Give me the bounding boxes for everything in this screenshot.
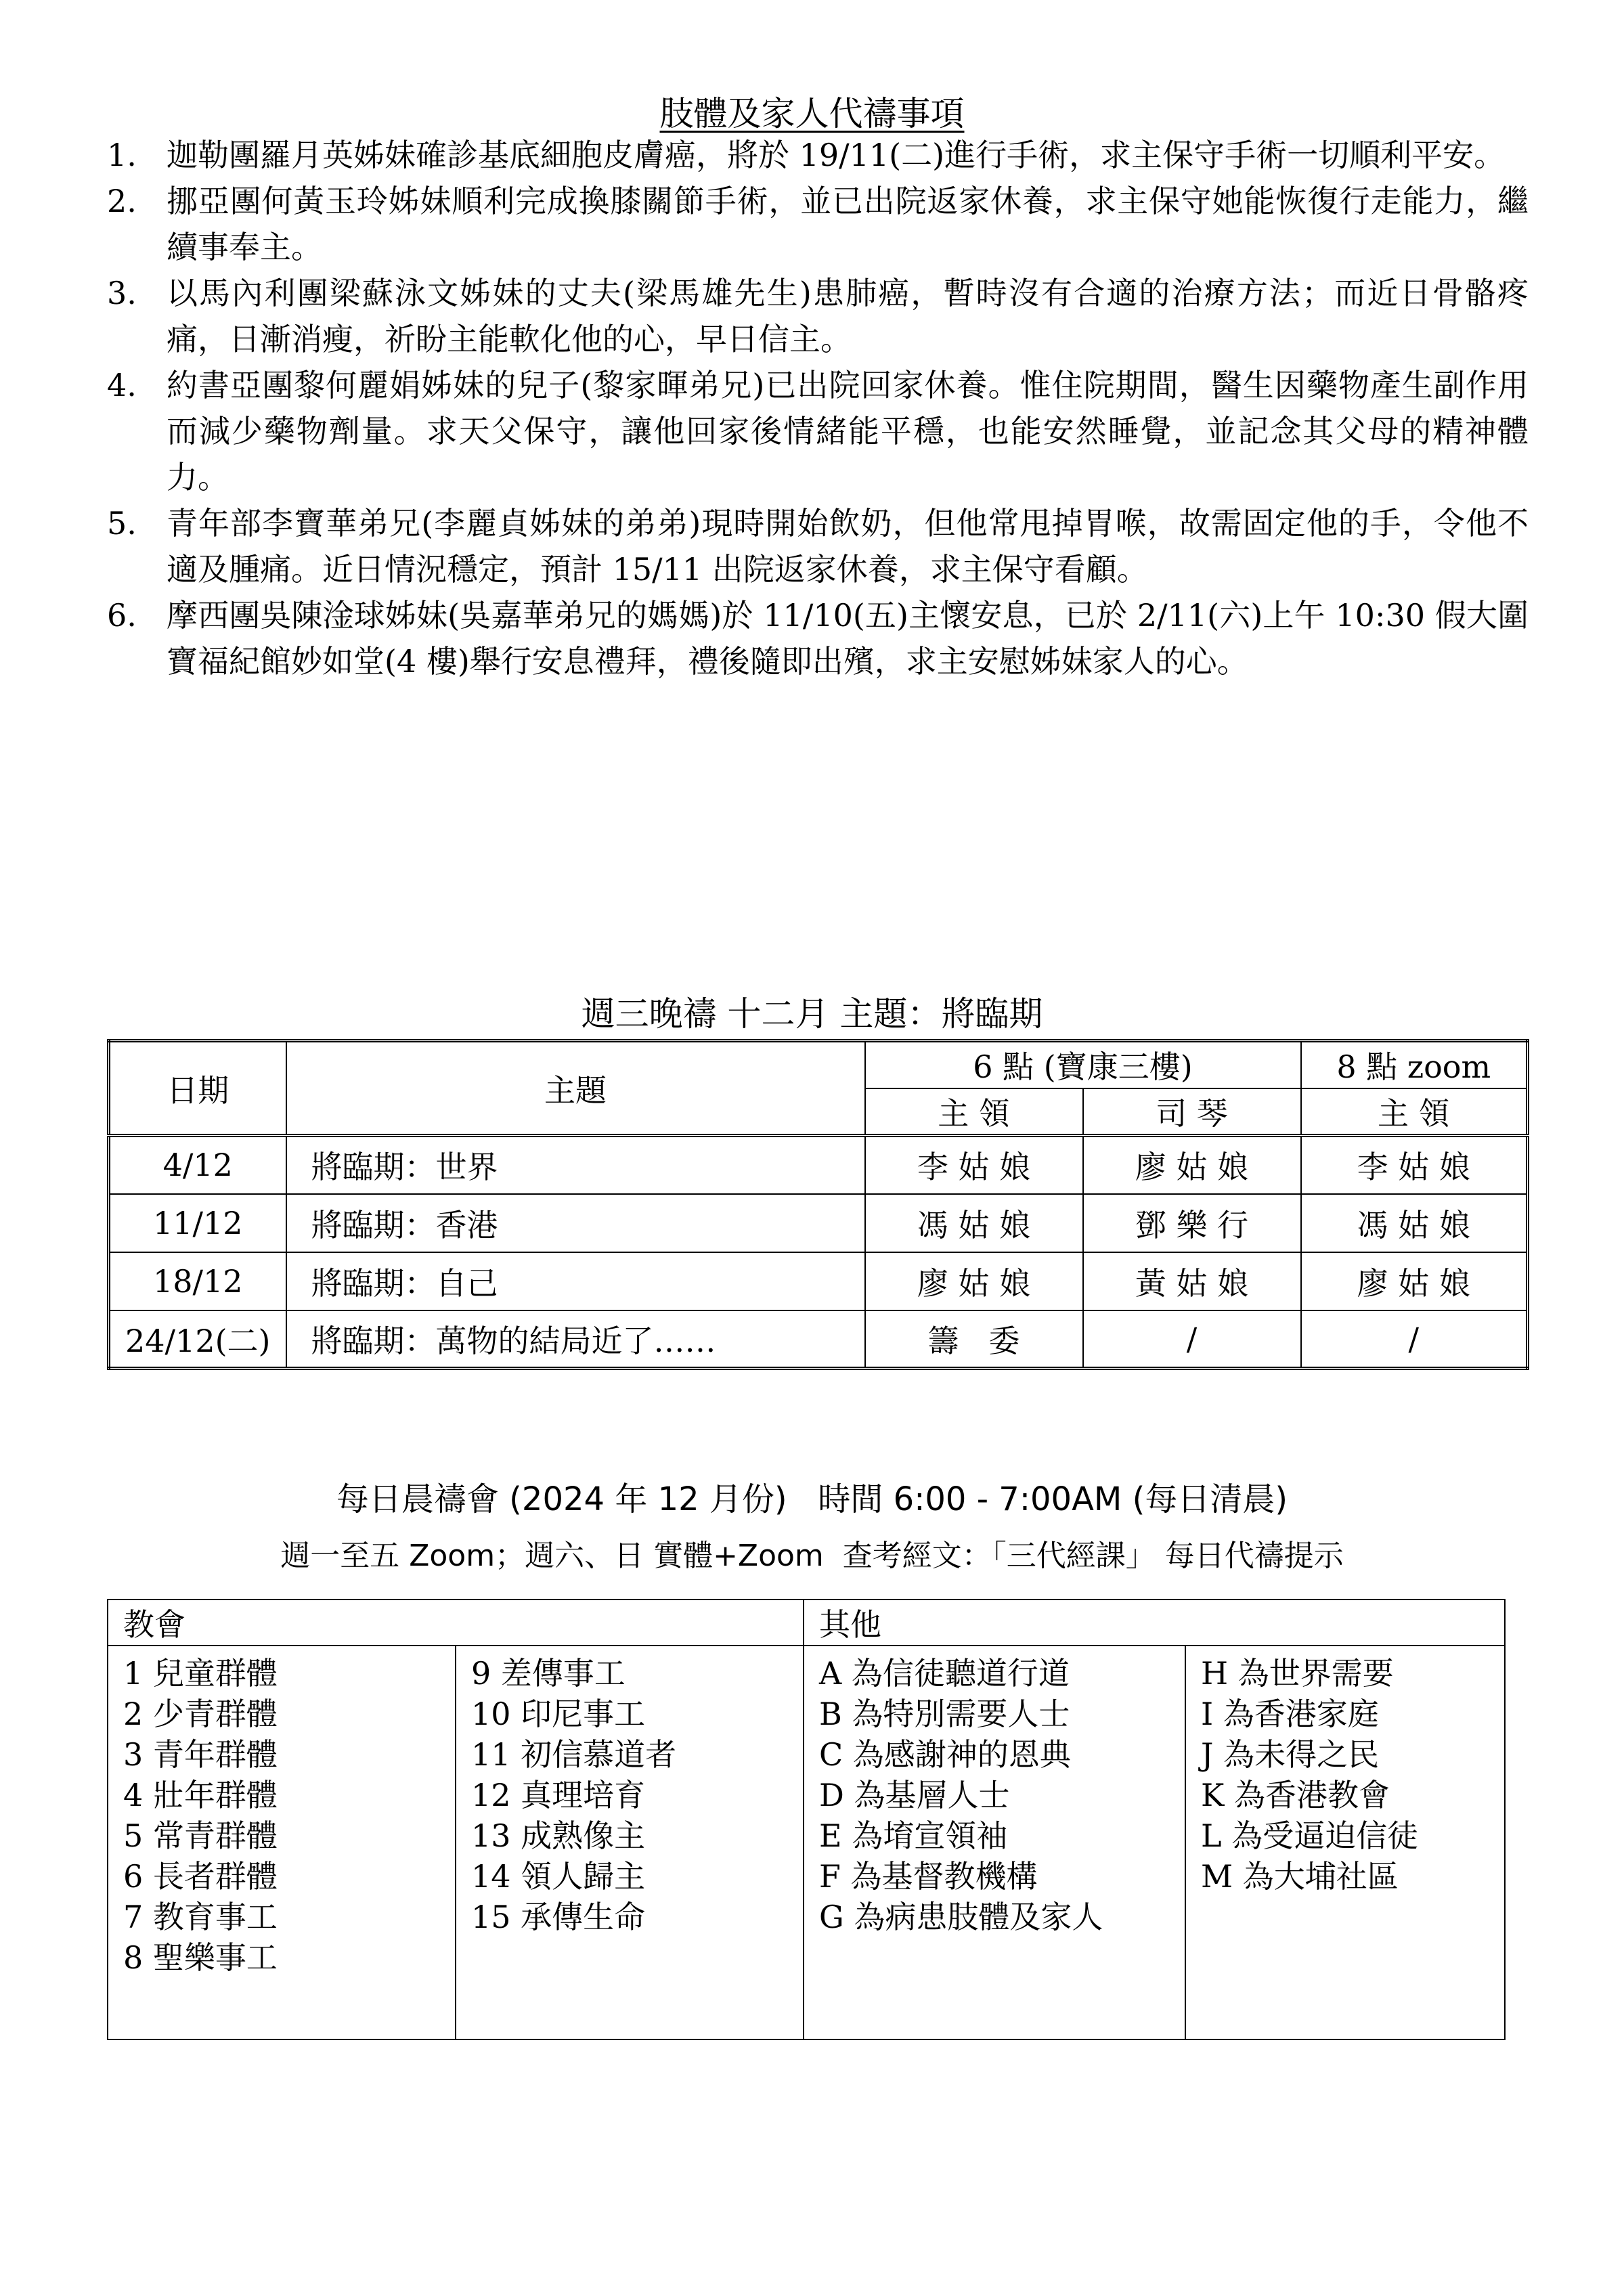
code-item: 5 常青群體 bbox=[123, 1817, 278, 1854]
code-item: 6 長者群體 bbox=[123, 1858, 278, 1895]
table-row bbox=[109, 1194, 1528, 1252]
row-pianist: 鄧 樂 行 bbox=[1083, 1194, 1301, 1252]
code-item: D 為基層人士 bbox=[819, 1777, 1010, 1813]
table-header-row bbox=[109, 1041, 1528, 1088]
prayer-item bbox=[107, 500, 1529, 592]
code-item: 1 兒童群體 bbox=[123, 1655, 278, 1692]
row-topic: 將臨期：自己 bbox=[286, 1252, 865, 1310]
code-item: 4 壯年群體 bbox=[123, 1777, 278, 1813]
code-group-row bbox=[108, 1600, 1505, 1646]
row-date: 18/12 bbox=[109, 1252, 286, 1310]
code-list-row bbox=[108, 1646, 1505, 2039]
header-six-pm: 6 點 (寶康三樓) bbox=[865, 1041, 1301, 1088]
code-item: 12 真理培育 bbox=[471, 1777, 646, 1813]
code-item: 9 差傳事工 bbox=[471, 1655, 626, 1692]
prayer-items-list bbox=[107, 132, 1529, 684]
prayer-item-number: 1. bbox=[107, 137, 137, 173]
code-item: K 為香港教會 bbox=[1201, 1777, 1390, 1813]
row-date: 11/12 bbox=[109, 1194, 286, 1252]
code-item: H 為世界需要 bbox=[1201, 1655, 1394, 1692]
prayer-item-number: 4. bbox=[107, 367, 137, 403]
code-item: E 為堉宣領袖 bbox=[819, 1817, 1008, 1854]
code-item: 14 領人歸主 bbox=[471, 1858, 646, 1895]
prayer-item bbox=[107, 270, 1529, 362]
code-item: 7 教育事工 bbox=[123, 1899, 278, 1935]
church-group-label: 教會 bbox=[108, 1600, 804, 1646]
wednesday-prayer-title: 週三晚禱 十二月 主題：將臨期 bbox=[581, 994, 1043, 1034]
table-row bbox=[109, 1310, 1528, 1369]
row-leader: 馮 姑 娘 bbox=[865, 1194, 1083, 1252]
wednesday-prayer-table bbox=[107, 1039, 1529, 1370]
row-zoom-leader: 廖 姑 娘 bbox=[1301, 1252, 1528, 1310]
row-pianist: / bbox=[1083, 1310, 1301, 1369]
header-pianist: 司 琴 bbox=[1083, 1088, 1301, 1136]
code-item: I 為香港家庭 bbox=[1201, 1696, 1379, 1732]
row-zoom-leader: 馮 姑 娘 bbox=[1301, 1194, 1528, 1252]
other-group-label: 其他 bbox=[804, 1600, 1505, 1646]
code-item: L 為受逼迫信徒 bbox=[1201, 1817, 1419, 1854]
church-codes-column-1 bbox=[108, 1646, 456, 2039]
prayer-item-text: 挪亞團何黃玉玲姊妹順利完成換膝關節手術，並已出院返家休養，求主保守她能恢復行走能力，繼續事奉主。 bbox=[167, 183, 1529, 265]
morning-prayer-subtitle: 週一至五 Zoom；週六、日 實體+Zoom 查考經文：「三代經課」 每日代禱提示 bbox=[280, 1539, 1344, 1573]
row-pianist: 黃 姑 娘 bbox=[1083, 1252, 1301, 1310]
church-codes-column-2 bbox=[456, 1646, 804, 2039]
code-item: C 為感謝神的恩典 bbox=[819, 1736, 1071, 1773]
code-item: 2 少青群體 bbox=[123, 1696, 278, 1732]
code-item: A 為信徒聽道行道 bbox=[819, 1655, 1070, 1692]
header-eight-pm: 8 點 zoom bbox=[1301, 1041, 1528, 1088]
header-leader: 主 領 bbox=[865, 1088, 1083, 1136]
code-item: G 為病患肢體及家人 bbox=[819, 1899, 1103, 1935]
prayer-item-text: 青年部李寶華弟兄(李麗貞姊妹的弟弟)現時開始飲奶，但他常甩掉胃喉，故需固定他的手，令他不適及腫痛。近日情況穩定，預計 15/11 出院返家休養，求主保守看顧。 bbox=[167, 505, 1529, 588]
prayer-item-number: 2. bbox=[107, 183, 137, 219]
code-item: 11 初信慕道者 bbox=[471, 1736, 677, 1773]
row-leader: 李 姑 娘 bbox=[865, 1136, 1083, 1194]
code-item: B 為特別需要人士 bbox=[819, 1696, 1070, 1732]
row-date: 24/12(二) bbox=[109, 1310, 286, 1369]
row-pianist: 廖 姑 娘 bbox=[1083, 1136, 1301, 1194]
row-zoom-leader: 李 姑 娘 bbox=[1301, 1136, 1528, 1194]
morning-prayer-title: 每日晨禱會 (2024 年 12 月份) 時間 6:00 - 7:00AM (每日清晨) bbox=[336, 1480, 1288, 1518]
prayer-item bbox=[107, 362, 1529, 500]
row-topic: 將臨期：世界 bbox=[286, 1136, 865, 1194]
prayer-item-number: 5. bbox=[107, 505, 137, 542]
prayer-item-text: 摩西團吳陳淦球姊妹(吳嘉華弟兄的媽媽)於 11/10(五)主懷安息，已於 2/11(六)上午 10:30 假大圍寶福紀館妙如堂(4 樓)舉行安息禮拜，禮後隨即出殯，求主安慰姊妹家人的心。 bbox=[167, 597, 1529, 680]
prayer-item bbox=[107, 178, 1529, 270]
code-item: 8 聖樂事工 bbox=[123, 1939, 278, 1976]
row-topic: 將臨期：香港 bbox=[286, 1194, 865, 1252]
prayer-items-title bbox=[0, 87, 1624, 135]
code-item: 10 印尼事工 bbox=[471, 1696, 646, 1732]
row-leader: 廖 姑 娘 bbox=[865, 1252, 1083, 1310]
row-topic: 將臨期：萬物的結局近了…… bbox=[286, 1310, 865, 1369]
code-item: F 為基督教機構 bbox=[819, 1858, 1038, 1895]
header-zoom-leader: 主 領 bbox=[1301, 1088, 1528, 1136]
row-date: 4/12 bbox=[109, 1136, 286, 1194]
other-codes-column-2 bbox=[1185, 1646, 1505, 2039]
prayer-item bbox=[107, 592, 1529, 684]
prayer-item-text: 以馬內利團梁蘇泳文姊妹的丈夫(梁馬雄先生)患肺癌，暫時沒有合適的治療方法；而近日骨骼疼痛，日漸消瘦，祈盼主能軟化他的心，早日信主。 bbox=[167, 275, 1529, 357]
header-topic: 主題 bbox=[286, 1041, 865, 1136]
header-date: 日期 bbox=[109, 1041, 286, 1136]
other-codes-column-1 bbox=[804, 1646, 1185, 2039]
prayer-item-number: 3. bbox=[107, 275, 137, 311]
code-item: J 為未得之民 bbox=[1201, 1736, 1380, 1773]
table-row bbox=[109, 1136, 1528, 1194]
table-row bbox=[109, 1252, 1528, 1310]
code-item: 3 青年群體 bbox=[123, 1736, 278, 1773]
row-leader: 籌 委 bbox=[865, 1310, 1083, 1369]
prayer-code-table bbox=[107, 1599, 1506, 2040]
code-item: M 為大埔社區 bbox=[1201, 1858, 1399, 1895]
prayer-item bbox=[107, 132, 1529, 178]
code-item: 15 承傳生命 bbox=[471, 1899, 646, 1935]
prayer-item-number: 6. bbox=[107, 597, 137, 634]
row-zoom-leader: / bbox=[1301, 1310, 1528, 1369]
prayer-item-text: 迦勒團羅月英姊妹確診基底細胞皮膚癌，將於 19/11(二)進行手術，求主保守手術一切順利平安。 bbox=[167, 137, 1506, 173]
code-item: 13 成熟像主 bbox=[471, 1817, 646, 1854]
prayer-item-text: 約書亞團黎何麗娟姊妹的兒子(黎家暉弟兄)已出院回家休養。惟住院期間，醫生因藥物產生副作用而減少藥物劑量。求天父保守，讓他回家後情緒能平穩，也能安然睡覺，並記念其父母的精神體力。 bbox=[167, 367, 1529, 495]
prayer-items-title-text: 肢體及家人代禱事項 bbox=[659, 94, 965, 133]
